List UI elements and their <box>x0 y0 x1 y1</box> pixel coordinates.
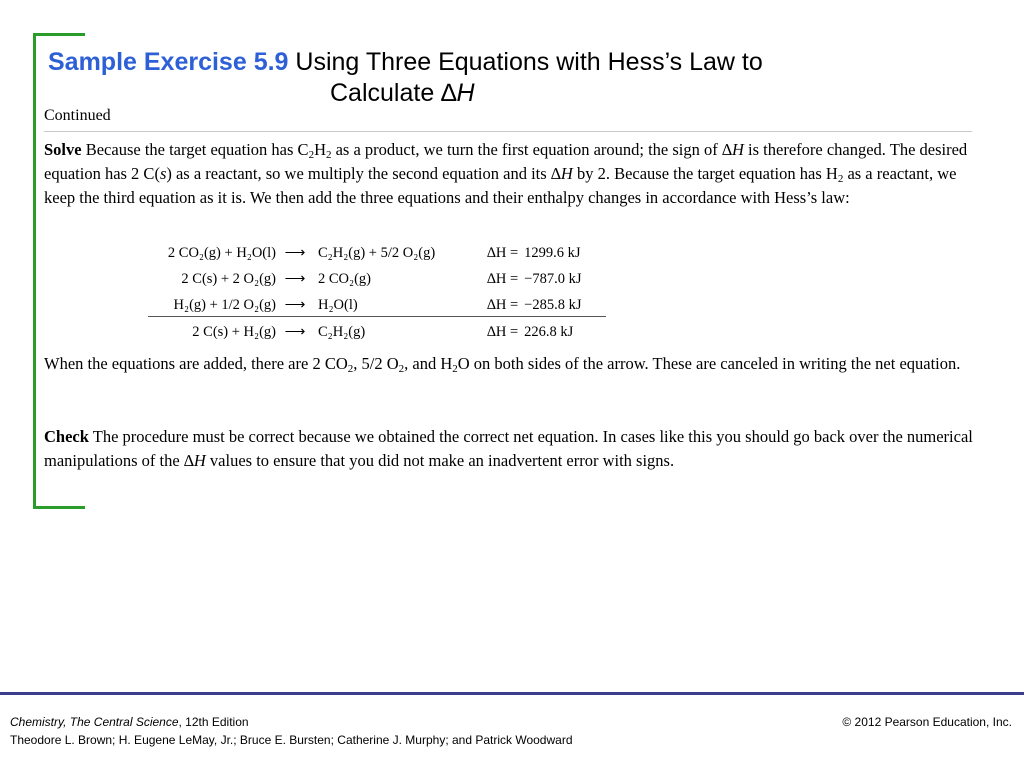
continued-label: Continued <box>44 107 111 124</box>
equation-rhs: C₂H₂(g) + 5/2 O₂(g) <box>318 245 436 261</box>
check-label: Check <box>44 427 89 446</box>
equation-lhs: 2 C(s) + H₂(g) <box>192 324 276 340</box>
book-authors: Theodore L. Brown; H. Eugene LeMay, Jr.; Bruce E. Bursten; Catherine J. Murphy; and Patrick Woodward <box>10 733 573 747</box>
title-var-h: H <box>456 79 475 107</box>
equation-rhs: 2 CO₂(g) <box>318 271 371 287</box>
book-title: Chemistry, The Central Science <box>10 715 179 729</box>
delta-symbol: ∆ <box>441 79 457 107</box>
check-paragraph: Check The procedure must be correct because we obtained the correct net equation. In cases like this you should go back over the numerical manipulations of the ∆H values to ensure that you did not make an inadvertent error with signs. <box>44 427 973 470</box>
equation-row <box>140 266 610 292</box>
title-line1: Using Three Equations with Hess’s Law to <box>295 48 763 76</box>
footer-citation <box>10 713 573 749</box>
dh-value: −285.8 kJ <box>524 297 582 313</box>
dh-label: ∆H = <box>487 324 519 340</box>
copyright-notice: © 2012 Pearson Education, Inc. <box>842 715 1012 729</box>
sum-rule <box>148 316 606 317</box>
footer-rule <box>0 692 1024 695</box>
equation-row-net <box>140 319 610 345</box>
dh-value: 226.8 kJ <box>524 324 574 340</box>
reaction-arrow: ⟶ <box>284 324 306 340</box>
exercise-label: Sample Exercise 5.9 <box>48 48 289 76</box>
equation-lhs: H₂(g) + 1/2 O₂(g) <box>173 297 276 313</box>
dh-label: ∆H = <box>487 271 519 287</box>
equation-rhs: H₂O(l) <box>318 297 358 313</box>
title-line2 <box>330 78 475 109</box>
equation-rhs: C₂H₂(g) <box>318 324 366 340</box>
dh-value: 1299.6 kJ <box>524 245 581 261</box>
solve-paragraph: Solve Because the target equation has $C_2H_2$ as a product, we turn the first equation around; the sign of ∆H is therefore changed. The desired equation has 2 C(s) as a reactant, so we multiply the second equation and its ∆H by 2. Because the target equation has $H_2$ as a reactant, we keep the third equation as it is. We then add the three equations and their enthalpy changes in accordance with Hess’s law: <box>44 140 968 207</box>
dh-label: ∆H = <box>487 297 519 313</box>
reaction-arrow: ⟶ <box>284 245 306 261</box>
reaction-arrow: ⟶ <box>284 297 306 313</box>
title-line2-text: Calculate <box>330 79 442 107</box>
equation-lhs: 2 CO₂(g) + H₂O(l) <box>167 245 276 261</box>
equation-row <box>140 292 610 318</box>
dh-value: −787.0 kJ <box>524 271 582 287</box>
reaction-arrow: ⟶ <box>284 271 306 287</box>
book-edition: , 12th Edition <box>178 715 249 729</box>
enthalpy-change <box>487 292 594 318</box>
solve-label: Solve <box>44 140 82 159</box>
enthalpy-change <box>487 240 594 266</box>
equation-row <box>140 240 610 266</box>
hess-equations <box>140 240 610 345</box>
cancel-paragraph: When the equations are added, there are 2 $CO_2$, 5/2 $O_2$, and $H_2O$ on both sides of the arrow. These are canceled in writing the net equation. <box>44 354 961 375</box>
slide-title <box>48 47 948 107</box>
equation-lhs: 2 C(s) + 2 O₂(g) <box>181 271 276 287</box>
dh-label: ∆H = <box>487 245 519 261</box>
header-divider <box>44 131 972 132</box>
enthalpy-change <box>487 319 594 345</box>
enthalpy-change <box>487 266 594 292</box>
